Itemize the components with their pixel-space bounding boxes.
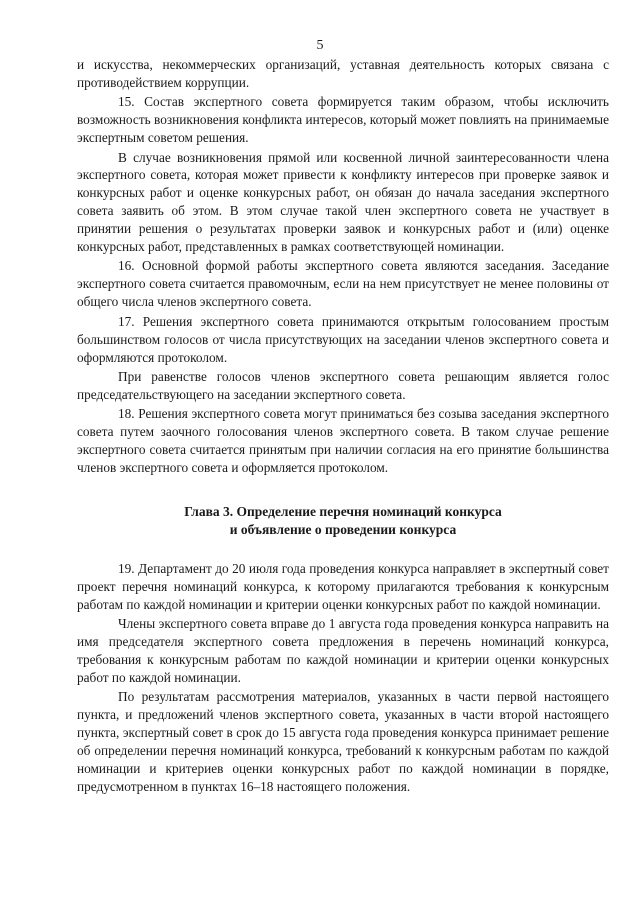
paragraph-item-17: 17. Решения экспертного совета принимаются открытым голосованием простым большинством голосов от числа присутствующих на заседании членов экспертного совета и оформляются протоколом.	[77, 313, 609, 365]
chapter-heading	[77, 503, 609, 539]
paragraph-conflict-of-interest: В случае возникновения прямой или косвенной личной заинтересованности члена экспертного совета, которая может привести к конфликту интересов при проверке заявок и конкурсных работ и оценке конкурсных работ, он обязан до начала заседания экспертного совета заявить об этом. В этом случае такой член экспертного совета не участвует в принятии решения о результатах проверки заявок и конкурсных работ и (или) оценке конкурсных работ, представленных в рамках соответствующей номинации.	[77, 149, 609, 255]
paragraph-continuation: и искусства, некоммерческих организаций, уставная деятельность которых связана с противодействием коррупции.	[77, 57, 609, 90]
chapter-heading-line-1: Глава 3. Определение перечня номинаций конкурса	[184, 503, 502, 519]
paragraph-equal-votes: При равенстве голосов членов экспертного совета решающим является голос председательствующего на заседании экспертного совета.	[77, 368, 609, 402]
paragraph-item-19: 19. Департамент до 20 июля года проведения конкурса направляет в экспертный совет проект перечня номинаций конкурса, к которому прилагаются требования к конкурсным работам по каждой номинации и критерии оценки конкурсных работ по каждой номинации.	[77, 560, 609, 612]
chapter-heading-line-2: и объявление о проведении конкурса	[229, 521, 457, 537]
paragraph-council-decision: По результатам рассмотрения материалов, указанных в части первой настоящего пункта, и предложений членов экспертного совета, указанных в части второй настоящего пункта, экспертный совет в срок до 15 августа года проведения конкурса принимает решение об определении перечня номинаций конкурса, требований к конкурсным работам по каждой номинации и критериев оценки конкурсных работ по каждой номинации в порядке, предусмотренном в пунктах 16–18 настоящего положения.	[77, 689, 609, 794]
document-body	[77, 56, 609, 796]
paragraph-item-15: 15. Состав экспертного совета формируется таким образом, чтобы исключить возможность возникновения конфликта интересов, который может повлиять на принимаемые экспертным советом решения.	[77, 94, 609, 146]
page-number: 5	[316, 38, 324, 53]
paragraph-item-16: 16. Основной формой работы экспертного совета являются заседания. Заседание экспертного совета считается правомочным, если на нем присутствует не менее половины от общего числа членов экспертного совета.	[77, 258, 609, 310]
paragraph-member-proposals: Члены экспертного совета вправе до 1 августа года проведения конкурса направить на имя председателя экспертного совета предложения в перечень номинаций конкурса, требования к конкурсным работам по каждой номинации и критерии оценки конкурсных работ по каждой номинации.	[77, 616, 609, 685]
paragraph-item-18: 18. Решения экспертного совета могут приниматься без созыва заседания экспертного совета путем заочного голосования членов экспертного совета. В таком случае решение экспертного совета считается принятым при наличии согласия на его принятие большинства членов экспертного совета и оформляется протоколом.	[77, 406, 609, 475]
